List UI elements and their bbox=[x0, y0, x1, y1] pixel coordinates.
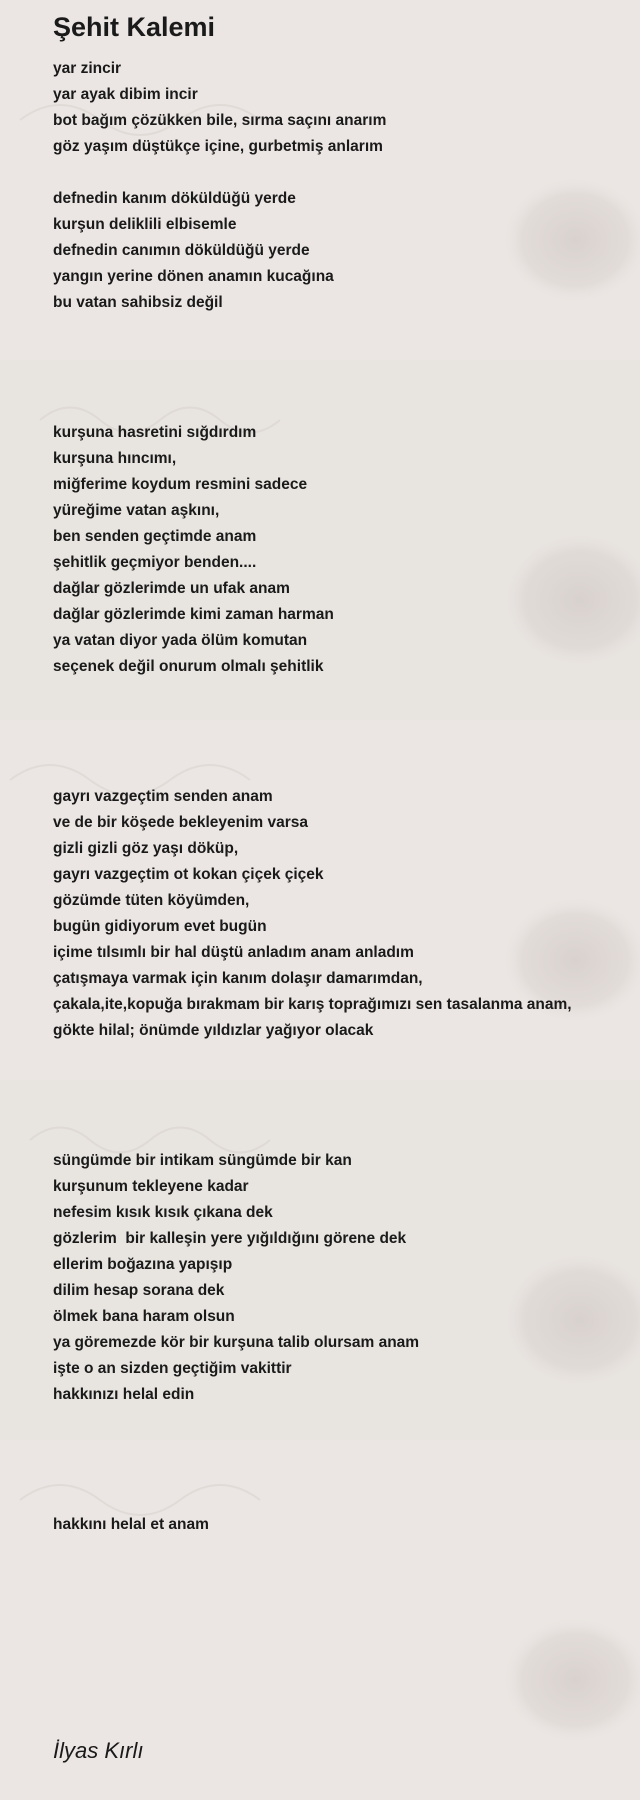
poem-line: yar ayak dibim incir bbox=[53, 86, 198, 103]
stanza-6 bbox=[53, 1512, 633, 1538]
stanza-1 bbox=[53, 56, 633, 160]
stanza-gap bbox=[53, 1044, 633, 1148]
poem-line: miğferime koydum resmini sadece bbox=[53, 476, 308, 493]
poem-line: ya vatan diyor yada ölüm komutan bbox=[53, 632, 308, 649]
poem-line: seçenek değil onurum olmalı şehitlik bbox=[53, 658, 324, 675]
poem-line: ve de bir köşede bekleyenim varsa bbox=[53, 814, 309, 831]
poem-line: bugün gidiyorum evet bugün bbox=[53, 918, 267, 935]
poem-line: ellerim boğazına yapışıp bbox=[53, 1256, 233, 1273]
poem-line: ölmek bana haram olsun bbox=[53, 1308, 235, 1325]
poem-line: ya göremezde kör bir kurşuna talib olursam anam bbox=[53, 1334, 420, 1351]
poem-title: Şehit Kalemi bbox=[53, 12, 216, 42]
poem-line: çatışmaya varmak için kanım dolaşır damarımdan, bbox=[53, 970, 423, 987]
poem-line: gözümde tüten köyümden, bbox=[53, 892, 250, 909]
poem-line: hakkını helal et anam bbox=[53, 1516, 209, 1533]
poem-line: içime tılsımlı bir hal düştü anladım anam anladım bbox=[53, 944, 414, 961]
poem-line: kurşun deliklili elbisemle bbox=[53, 216, 237, 233]
poem-line: gökte hilal; önümde yıldızlar yağıyor olacak bbox=[53, 1022, 374, 1039]
poem-line: işte o an sizden geçtiğim vakittir bbox=[53, 1360, 292, 1377]
poem-line: defnedin kanım döküldüğü yerde bbox=[53, 190, 296, 207]
poem-line: gayrı vazgeçtim ot kokan çiçek çiçek bbox=[53, 866, 324, 883]
poem-line: bu vatan sahibsiz değil bbox=[53, 294, 223, 311]
poem-line: kurşuna hasretini sığdırdım bbox=[53, 424, 257, 441]
poem-line: dağlar gözlerimde kimi zaman harman bbox=[53, 606, 334, 623]
stanza-gap bbox=[53, 160, 633, 186]
poem-line: kurşunum tekleyene kadar bbox=[53, 1178, 249, 1195]
poem-line: gizli gizli göz yaşı döküp, bbox=[53, 840, 239, 857]
poem-line: yar zincir bbox=[53, 60, 122, 77]
poem-line: gözlerim bir kalleşin yere yığıldığını görene dek bbox=[53, 1230, 407, 1247]
stanza-gap bbox=[53, 316, 633, 420]
poem-line: çakala,ite,kopuğa bırakmam bir karış toprağımızı sen tasalanma anam, bbox=[53, 996, 572, 1013]
poem-line: gayrı vazgeçtim senden anam bbox=[53, 788, 273, 805]
poem-line: göz yaşım düştükçe içine, gurbetmiş anlarım bbox=[53, 138, 383, 155]
poem-line: ben senden geçtimde anam bbox=[53, 528, 257, 545]
poem-line: kurşuna hıncımı, bbox=[53, 450, 177, 467]
author-name: İlyas Kırlı bbox=[53, 1738, 144, 1763]
stanza-2 bbox=[53, 186, 633, 316]
stanza-4 bbox=[53, 784, 633, 1044]
poem-line: nefesim kısık kısık çıkana dek bbox=[53, 1204, 273, 1221]
poem-line: dağlar gözlerimde un ufak anam bbox=[53, 580, 290, 597]
poem-line: yüreğime vatan aşkını, bbox=[53, 502, 220, 519]
stanza-gap bbox=[53, 1408, 633, 1512]
poem-line: süngümde bir intikam süngümde bir kan bbox=[53, 1152, 352, 1169]
stanza-3 bbox=[53, 420, 633, 680]
poem-line: bot bağım çözükken bile, sırma saçını anarım bbox=[53, 112, 387, 129]
poem-line: hakkınızı helal edin bbox=[53, 1386, 195, 1403]
poem-line: defnedin canımın döküldüğü yerde bbox=[53, 242, 310, 259]
poem-line: şehitlik geçmiyor benden.... bbox=[53, 554, 257, 571]
poem-line: dilim hesap sorana dek bbox=[53, 1282, 225, 1299]
stanza-gap bbox=[53, 680, 633, 784]
stanza-5 bbox=[53, 1148, 633, 1408]
poem-line: yangın yerine dönen anamın kucağına bbox=[53, 268, 334, 285]
poem-container bbox=[53, 10, 633, 1538]
